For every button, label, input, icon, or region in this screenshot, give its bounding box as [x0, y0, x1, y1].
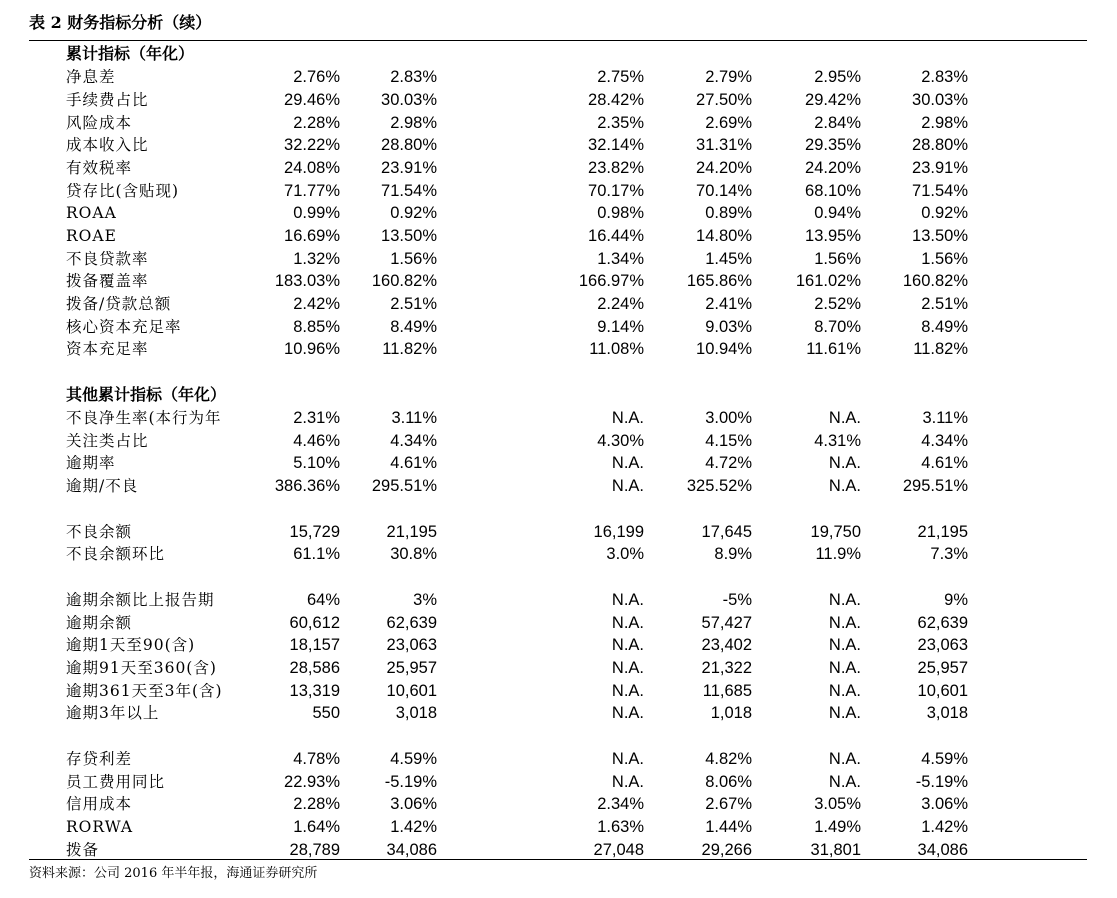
table-cell: 386.36%	[274, 477, 340, 495]
table-cell: 183.03%	[274, 272, 340, 290]
table-cell: 2.79%	[705, 68, 752, 86]
table-cell: 4.31%	[814, 432, 861, 450]
table-row	[0, 66, 1117, 88]
table-cell: 8.49%	[921, 318, 968, 336]
table-cell: 0.92%	[921, 204, 968, 222]
table-cell: 27.50%	[696, 91, 752, 109]
table-cell: 14.80%	[696, 227, 752, 245]
table-cell: 21,195	[386, 523, 437, 541]
table-cell: 21,195	[917, 523, 968, 541]
table-cell: N.A.	[828, 704, 861, 722]
row-label: 逾期余额比上报告期	[66, 591, 215, 609]
table-cell: 71.77%	[284, 182, 340, 200]
table-cell: 25,957	[917, 659, 968, 677]
row-label: ROAA	[66, 204, 117, 222]
table-cell: 1,018	[710, 704, 752, 722]
table-cell: 1.56%	[814, 250, 861, 268]
table-cell: N.A.	[828, 454, 861, 472]
table-cell: 57,427	[701, 614, 752, 632]
table-cell: 0.98%	[597, 204, 644, 222]
table-cell: 1.56%	[390, 250, 437, 268]
row-label: 存贷利差	[66, 750, 133, 768]
table-cell: 1.42%	[921, 818, 968, 836]
table-cell: 62,639	[386, 614, 437, 632]
table-cell: 30.03%	[912, 91, 968, 109]
table-cell: N.A.	[828, 614, 861, 632]
table-cell: 166.97%	[578, 272, 644, 290]
table-cell: 0.99%	[293, 204, 340, 222]
table-cell: 3.06%	[921, 795, 968, 813]
table-cell: N.A.	[611, 704, 644, 722]
table-cell: 2.28%	[293, 795, 340, 813]
table-cell: 2.24%	[597, 295, 644, 313]
table-cell: 2.76%	[293, 68, 340, 86]
table-cell: 23,063	[386, 636, 437, 654]
table-cell: 70.14%	[696, 182, 752, 200]
table-cell: N.A.	[611, 614, 644, 632]
table-cell: 1.32%	[293, 250, 340, 268]
table-row	[0, 680, 1117, 702]
table-cell: 9.03%	[705, 318, 752, 336]
table-cell: 4.15%	[705, 432, 752, 450]
table-cell: 4.34%	[921, 432, 968, 450]
table-cell: N.A.	[611, 659, 644, 677]
table-row	[0, 89, 1117, 111]
table-cell: N.A.	[828, 750, 861, 768]
table-cell: 11.08%	[589, 340, 644, 358]
table-cell: 62,639	[917, 614, 968, 632]
table-cell: 4.82%	[705, 750, 752, 768]
table-cell: 16.69%	[284, 227, 340, 245]
table-cell: 28.42%	[588, 91, 644, 109]
row-label: 风险成本	[66, 114, 133, 132]
table-cell: 9.14%	[597, 318, 644, 336]
table-cell: 1.44%	[705, 818, 752, 836]
row-label: RORWA	[66, 818, 134, 836]
table-cell: 10,601	[386, 682, 437, 700]
table-cell: 71.54%	[381, 182, 437, 200]
table-row	[0, 702, 1117, 724]
table-cell: 165.86%	[686, 272, 752, 290]
table-cell: 3,018	[926, 704, 968, 722]
row-label: 不良余额环比	[66, 545, 166, 563]
table-cell: 61.1%	[293, 545, 340, 563]
table-cell: 29.46%	[284, 91, 340, 109]
table-cell: N.A.	[828, 591, 861, 609]
row-label: 逾期91天至360(含)	[66, 659, 217, 677]
top-rule	[29, 40, 1087, 41]
table-cell: 28.80%	[912, 136, 968, 154]
table-cell: N.A.	[611, 636, 644, 654]
row-label: 不良贷款率	[66, 250, 149, 268]
row-label: 员工费用同比	[66, 773, 166, 791]
table-cell: 13.50%	[912, 227, 968, 245]
table-cell: 30.03%	[381, 91, 437, 109]
table-cell: 28,789	[289, 841, 340, 859]
table-cell: 3%	[413, 591, 437, 609]
table-cell: 24.20%	[696, 159, 752, 177]
table-cell: 2.95%	[814, 68, 861, 86]
row-label: 不良余额	[66, 523, 133, 541]
table-cell: 2.67%	[705, 795, 752, 813]
row-label: 信用成本	[66, 795, 133, 813]
table-cell: 68.10%	[805, 182, 861, 200]
table-row	[0, 475, 1117, 497]
table-cell: 3.05%	[814, 795, 861, 813]
table-cell: 18,157	[289, 636, 340, 654]
table-title: 表 2 财务指标分析（续）	[29, 13, 212, 32]
table-cell: 4.34%	[390, 432, 437, 450]
section-header: 其他累计指标（年化）	[66, 385, 227, 404]
table-row	[0, 589, 1117, 611]
table-cell: 0.92%	[390, 204, 437, 222]
table-cell: 1.42%	[390, 818, 437, 836]
table-cell: 2.34%	[597, 795, 644, 813]
table-cell: 4.59%	[921, 750, 968, 768]
table-cell: 2.28%	[293, 114, 340, 132]
row-label: 逾期1天至90(含)	[66, 636, 196, 654]
section-header: 累计指标（年化）	[66, 44, 195, 63]
table-cell: 11.82%	[913, 340, 968, 358]
table-row	[0, 180, 1117, 202]
row-label: 手续费占比	[66, 91, 149, 109]
table-cell: 2.69%	[705, 114, 752, 132]
table-cell: N.A.	[828, 659, 861, 677]
table-row	[0, 407, 1117, 429]
row-label: 有效税率	[66, 159, 133, 177]
row-label: 成本收入比	[66, 136, 149, 154]
table-cell: 160.82%	[371, 272, 437, 290]
table-row	[0, 270, 1117, 292]
table-cell: 27,048	[593, 841, 644, 859]
table-cell: 4.61%	[390, 454, 437, 472]
table-row	[0, 816, 1117, 838]
table-cell: 4.61%	[921, 454, 968, 472]
row-label: 拨备	[66, 841, 100, 859]
table-cell: 2.31%	[293, 409, 340, 427]
table-cell: 4.72%	[705, 454, 752, 472]
table-cell: 9%	[944, 591, 968, 609]
table-cell: N.A.	[611, 591, 644, 609]
table-cell: 11.61%	[806, 340, 861, 358]
table-cell: 23.82%	[588, 159, 644, 177]
table-cell: 22.93%	[284, 773, 340, 791]
table-cell: 29.42%	[805, 91, 861, 109]
table-row	[0, 543, 1117, 565]
table-row	[0, 316, 1117, 338]
table-cell: 1.64%	[293, 818, 340, 836]
table-cell: N.A.	[611, 409, 644, 427]
row-label: 核心资本充足率	[66, 318, 182, 336]
table-cell: 28,586	[289, 659, 340, 677]
table-row	[0, 748, 1117, 770]
table-cell: 8.49%	[390, 318, 437, 336]
table-row	[0, 793, 1117, 815]
table-cell: 2.75%	[597, 68, 644, 86]
table-cell: 8.85%	[293, 318, 340, 336]
table-cell: N.A.	[828, 409, 861, 427]
table-cell: -5%	[722, 591, 752, 609]
table-cell: 2.84%	[814, 114, 861, 132]
table-cell: 25,957	[386, 659, 437, 677]
table-cell: 1.34%	[597, 250, 644, 268]
row-label: 资本充足率	[66, 340, 149, 358]
table-row	[0, 839, 1117, 861]
table-cell: 10.94%	[696, 340, 752, 358]
row-label: 逾期361天至3年(含)	[66, 682, 223, 700]
table-cell: 3.0%	[606, 545, 644, 563]
table-cell: N.A.	[828, 682, 861, 700]
table-cell: N.A.	[828, 636, 861, 654]
table-cell: 2.83%	[390, 68, 437, 86]
table-cell: 16.44%	[588, 227, 644, 245]
table-cell: N.A.	[611, 454, 644, 472]
table-cell: 16,199	[593, 523, 644, 541]
table-cell: 29,266	[701, 841, 752, 859]
table-cell: 24.08%	[284, 159, 340, 177]
table-cell: 32.14%	[588, 136, 644, 154]
table-cell: 64%	[306, 591, 340, 609]
table-cell: 15,729	[289, 523, 340, 541]
table-cell: 10.96%	[284, 340, 340, 358]
table-cell: 0.89%	[705, 204, 752, 222]
table-row	[0, 430, 1117, 452]
table-row	[0, 225, 1117, 247]
table-cell: 5.10%	[293, 454, 340, 472]
table-cell: 31,801	[810, 841, 861, 859]
table-cell: 23.91%	[912, 159, 968, 177]
table-row	[0, 338, 1117, 360]
table-cell: 8.06%	[705, 773, 752, 791]
table-cell: 30.8%	[390, 545, 437, 563]
table-row	[0, 293, 1117, 315]
row-label: 不良净生率(本行为年	[66, 409, 222, 427]
table-cell: -5.19%	[915, 773, 968, 791]
table-cell: 31.31%	[696, 136, 752, 154]
row-label: 关注类占比	[66, 432, 149, 450]
table-cell: 4.46%	[293, 432, 340, 450]
table-cell: 2.35%	[597, 114, 644, 132]
table-cell: 2.41%	[705, 295, 752, 313]
table-cell: 2.51%	[921, 295, 968, 313]
row-label: 拨备覆盖率	[66, 272, 149, 290]
table-cell: N.A.	[611, 773, 644, 791]
table-cell: 2.51%	[390, 295, 437, 313]
table-cell: 161.02%	[795, 272, 861, 290]
table-cell: N.A.	[611, 750, 644, 768]
table-cell: 3.11%	[391, 409, 437, 427]
table-cell: N.A.	[828, 773, 861, 791]
table-cell: 13,319	[289, 682, 340, 700]
table-cell: 4.30%	[597, 432, 644, 450]
row-label: ROAE	[66, 227, 117, 245]
row-label: 贷存比(含贴现)	[66, 182, 180, 200]
table-row	[0, 452, 1117, 474]
table-row	[0, 202, 1117, 224]
table-cell: 60,612	[289, 614, 340, 632]
table-row	[0, 112, 1117, 134]
table-cell: 17,645	[701, 523, 752, 541]
table-cell: 13.95%	[805, 227, 861, 245]
table-row	[0, 612, 1117, 634]
table-cell: 3.11%	[922, 409, 968, 427]
table-cell: 295.51%	[902, 477, 968, 495]
table-cell: 295.51%	[371, 477, 437, 495]
table-cell: 29.35%	[805, 136, 861, 154]
table-cell: 70.17%	[588, 182, 644, 200]
table-cell: 550	[312, 704, 340, 722]
table-cell: 28.80%	[381, 136, 437, 154]
table-row	[0, 157, 1117, 179]
table-cell: 0.94%	[814, 204, 861, 222]
table-cell: 325.52%	[686, 477, 752, 495]
row-label: 逾期/不良	[66, 477, 139, 495]
table-cell: 1.63%	[597, 818, 644, 836]
table-cell: 7.3%	[930, 545, 968, 563]
table-cell: 2.98%	[390, 114, 437, 132]
table-cell: 8.70%	[814, 318, 861, 336]
table-cell: 2.98%	[921, 114, 968, 132]
table-cell: 3,018	[395, 704, 437, 722]
table-cell: 2.52%	[814, 295, 861, 313]
table-cell: 3.06%	[390, 795, 437, 813]
table-cell: 10,601	[917, 682, 968, 700]
table-cell: 1.49%	[814, 818, 861, 836]
row-label: 拨备/贷款总额	[66, 295, 172, 313]
table-cell: 1.45%	[705, 250, 752, 268]
table-cell: 11.9%	[815, 545, 861, 563]
table-cell: 3.00%	[705, 409, 752, 427]
table-cell: 2.42%	[293, 295, 340, 313]
table-row	[0, 634, 1117, 656]
table-cell: 13.50%	[381, 227, 437, 245]
table-cell: 23.91%	[381, 159, 437, 177]
table-cell: 21,322	[701, 659, 752, 677]
row-label: 净息差	[66, 68, 116, 86]
table-row	[0, 248, 1117, 270]
row-label: 逾期率	[66, 454, 116, 472]
bottom-rule	[29, 859, 1087, 860]
table-cell: 23,063	[917, 636, 968, 654]
source-note: 资料来源：公司 2016 年半年报，海通证券研究所	[29, 866, 318, 881]
row-label: 逾期3年以上	[66, 704, 160, 722]
table-cell: 11.82%	[382, 340, 437, 358]
table-cell: N.A.	[611, 682, 644, 700]
row-label: 逾期余额	[66, 614, 133, 632]
table-cell: 160.82%	[902, 272, 968, 290]
table-cell: 4.59%	[390, 750, 437, 768]
table-cell: 4.78%	[293, 750, 340, 768]
table-cell: N.A.	[611, 477, 644, 495]
table-row	[0, 521, 1117, 543]
table-cell: -5.19%	[384, 773, 437, 791]
table-cell: 2.83%	[921, 68, 968, 86]
table-cell: 19,750	[810, 523, 861, 541]
table-row	[0, 657, 1117, 679]
table-cell: 24.20%	[805, 159, 861, 177]
table-cell: 34,086	[386, 841, 437, 859]
table-cell: 8.9%	[714, 545, 752, 563]
table-cell: 34,086	[917, 841, 968, 859]
table-row	[0, 771, 1117, 793]
table-cell: 32.22%	[284, 136, 340, 154]
table-row	[0, 134, 1117, 156]
table-cell: 1.56%	[921, 250, 968, 268]
table-cell: 23,402	[701, 636, 752, 654]
table-cell: 11,685	[702, 682, 752, 700]
table-cell: 71.54%	[912, 182, 968, 200]
table-cell: N.A.	[828, 477, 861, 495]
